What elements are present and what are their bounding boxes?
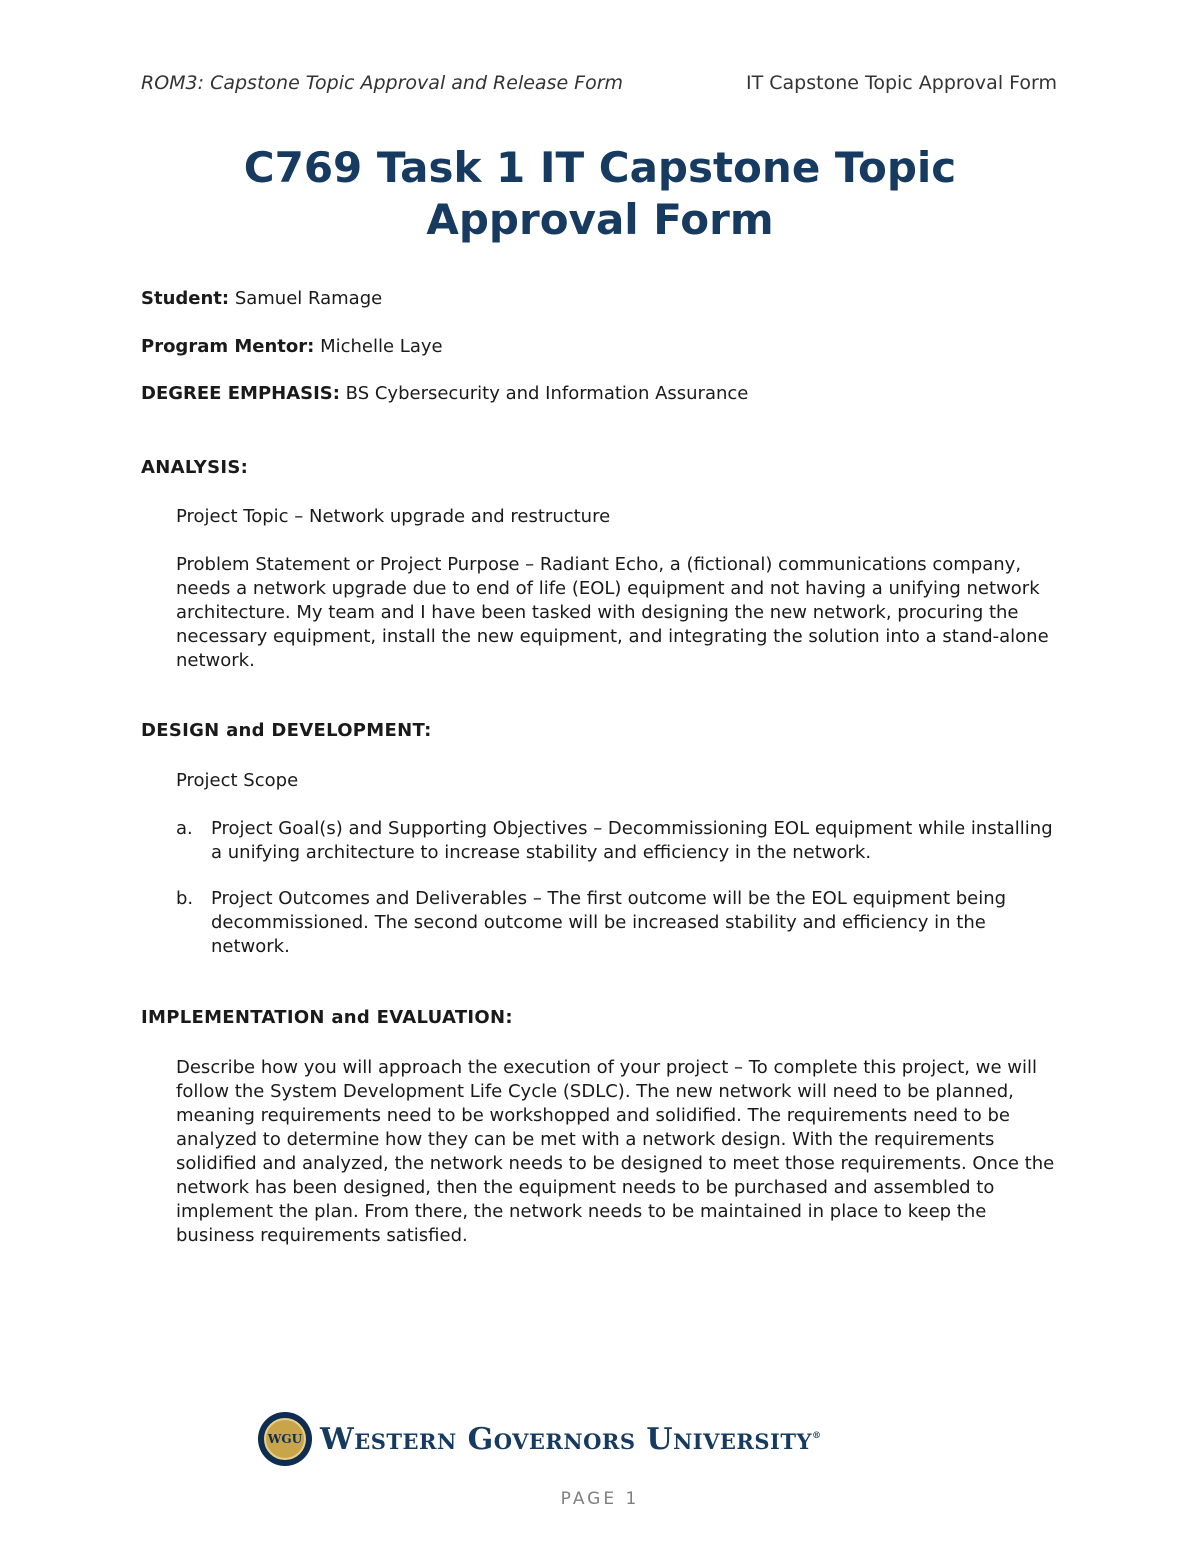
header-right: IT Capstone Topic Approval Form: [746, 72, 1057, 94]
analysis-heading: ANALYSIS:: [141, 457, 249, 478]
degree-field: [141, 383, 748, 404]
title-line-2: Approval Form: [426, 195, 774, 244]
project-topic: Project Topic – Network upgrade and restructure: [176, 506, 611, 527]
student-label: Student:: [141, 288, 230, 309]
design-heading: DESIGN and DEVELOPMENT:: [141, 720, 432, 741]
logo-wordmark: Western Governors University®: [320, 1421, 822, 1457]
title-line-1: C769 Task 1 IT Capstone Topic: [243, 143, 957, 192]
header-left: ROM3: Capstone Topic Approval and Release Form: [141, 72, 624, 94]
degree-label: DEGREE EMPHASIS:: [141, 383, 340, 404]
list-marker: b.: [176, 888, 194, 909]
student-value: Samuel Ramage: [229, 288, 383, 309]
seal-monogram: WGU: [264, 1418, 306, 1460]
list-item-text: Project Outcomes and Deliverables – The first outcome will be the EOL equipment being decommissioned. The second outcome will be increased stability and efficiency in the network.: [211, 888, 1007, 957]
list-marker: a.: [176, 818, 193, 839]
mentor-label: Program Mentor:: [141, 336, 315, 357]
page-number: PAGE 1: [560, 1489, 640, 1509]
project-scope: Project Scope: [176, 770, 299, 791]
mentor-field: [141, 336, 443, 357]
wgu-logo: [258, 1411, 821, 1467]
student-field: [141, 288, 382, 309]
degree-value: BS Cybersecurity and Information Assurance: [339, 383, 749, 404]
wgu-seal-icon: [258, 1412, 312, 1466]
implementation-text: Describe how you will approach the execution of your project – To complete this project, we will follow the System Development Life Cycle (SDLC). The new network will need to be planned, meaning requirements need to be workshopped and solidified. The requirements need to be analyzed to determine how they can be met with a network design. With the requirements solidified and analyzed, the network needs to be designed to meet those requirements. Once the network has been designed, then the equipment needs to be purchased and assembled to implement the plan. From there, the network needs to be maintained in place to keep the business requirements satisfied.: [176, 1057, 1055, 1246]
implementation-heading: IMPLEMENTATION and EVALUATION:: [141, 1007, 513, 1028]
page-title: [100, 142, 1100, 246]
mentor-value: Michelle Laye: [314, 336, 443, 357]
list-item-text: Project Goal(s) and Supporting Objectives – Decommissioning EOL equipment while installing a unifying architecture to increase stability and efficiency in the network.: [211, 818, 1053, 863]
problem-statement: Problem Statement or Project Purpose – Radiant Echo, a (fictional) communications company, needs a network upgrade due to end of life (EOL) equipment and not having a unifying network architecture. My team and I have been tasked with designing the new network, procuring the necessary equipment, install the new equipment, and integrating the solution into a stand-alone network.: [176, 554, 1049, 671]
list-item: [176, 817, 1066, 865]
list-item: [176, 887, 1066, 959]
